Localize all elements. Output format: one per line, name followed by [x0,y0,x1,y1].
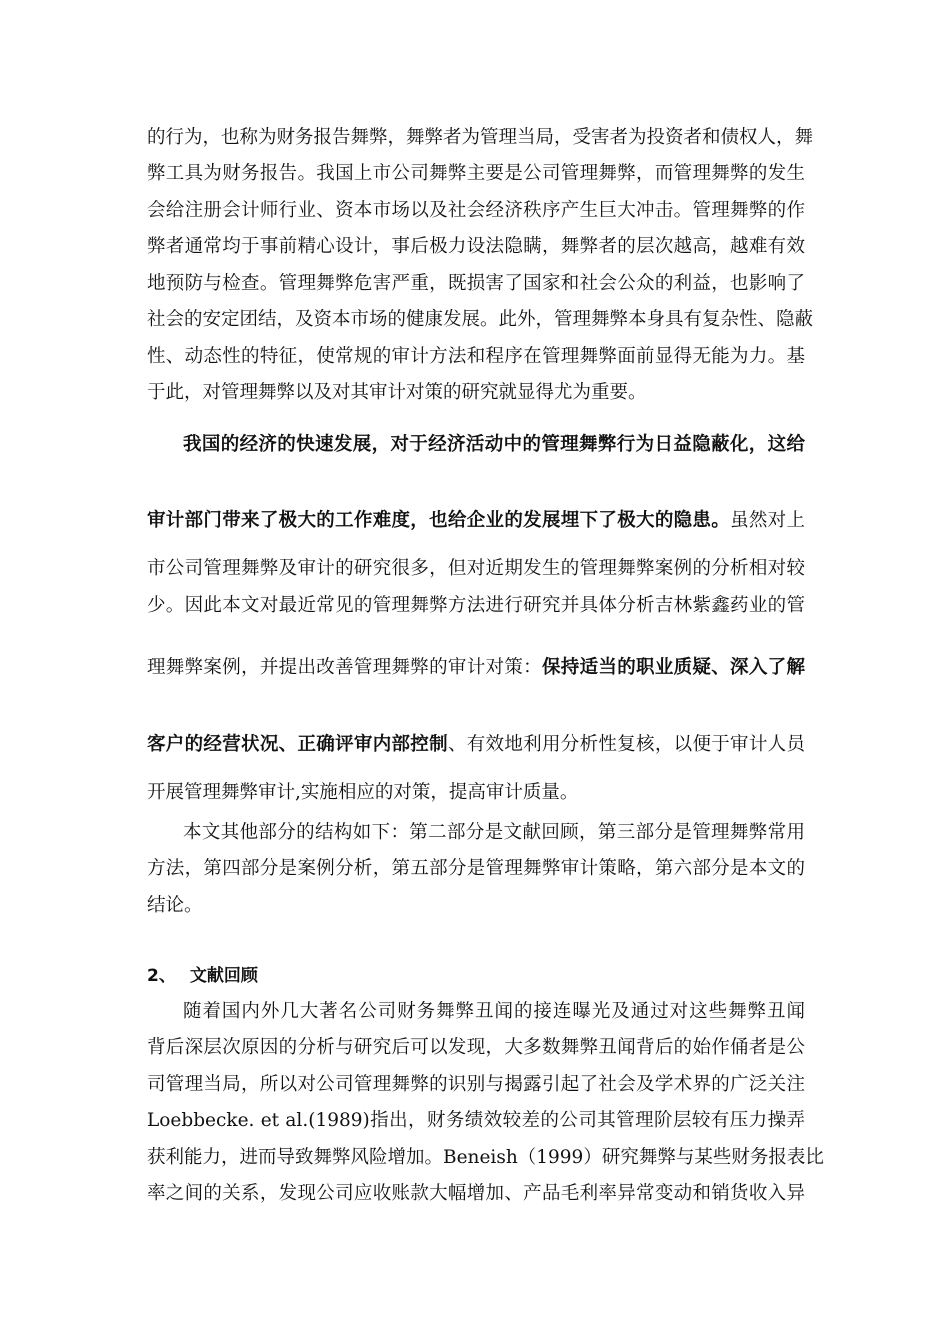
text-line [147,732,805,758]
text: 理舞弊案例，并提出改善管理舞弊的审计对策： [147,657,542,678]
text-line: 结论。 [147,895,203,916]
section-number: 2、 [147,966,176,986]
text-line: 背后深层次原因的分析与研究后可以发现，大多数舞弊丑闻背后的始作俑者是公 [147,1037,805,1058]
text-line: 司管理当局，所以对公司管理舞弊的识别与揭露引起了社会及学术界的广泛关注 [147,1074,805,1095]
section-title: 文献回顾 [189,966,258,986]
text-line: 开展管理舞弊审计,实施相应的对策，提高审计质量。 [147,782,579,803]
text-line: 随着国内外几大著名公司财务舞弊丑闻的接连曝光及通过对这些舞弊丑闻 [183,1001,805,1022]
text-line: 我国的经济的快速发展，对于经济活动中的管理舞弊行为日益隐蔽化，这给 [183,434,805,455]
text-line: 弊工具为财务报告。我国上市公司舞弊主要是公司管理舞弊，而管理舞弊的发生 [147,163,805,184]
text-line: 市公司管理舞弊及审计的研究很多，但对近期发生的管理舞弊案例的分析相对较 [147,558,805,579]
text: 、有效地利用分析性复核，以便于审计人员 [447,734,805,755]
text-line: 地预防与检查。管理舞弊危害严重，既损害了国家和社会公众的利益，也影响了 [147,273,805,294]
text-line: 少。因此本文对最近常见的管理舞弊方法进行研究并具体分析吉林紫鑫药业的管 [147,595,805,616]
text: 虽然对上 [730,510,805,531]
text-line: 的行为，也称为财务报告舞弊，舞弊者为管理当局，受害者为投资者和债权人，舞 [147,127,814,148]
text-line: 于此，对管理舞弊以及对其审计对策的研究就显得尤为重要。 [147,382,647,403]
text-line: Loebbecke. et al.(1989)指出，财务绩效较差的公司其管理阶层较有压力操弄 [147,1110,805,1131]
bold-text: 客户的经营状况、正确评审内部控制 [147,734,448,755]
text-line: 弊者通常均于事前精心设计，事后极力设法隐瞒，舞弊者的层次越高，越难有效 [147,236,805,257]
bold-text: 审计部门带来了极大的工作难度，也给企业的发展埋下了极大的隐患。 [147,510,731,531]
text-line: 本文其他部分的结构如下：第二部分是文献回顾，第三部分是管理舞弊常用 [183,822,805,843]
text-line: 方法，第四部分是案例分析，第五部分是管理舞弊审计策略，第六部分是本文的 [147,858,805,879]
text-line: 获利能力，进而导致舞弊风险增加。Beneish（1999）研究舞弊与某些财务报表比 [147,1147,824,1168]
text-line: 会给注册会计师行业、资本市场以及社会经济秩序产生巨大冲击。管理舞弊的作 [147,200,805,221]
text-line: 社会的安定团结，及资本市场的健康发展。此外，管理舞弊本身具有复杂性、隐蔽 [147,309,814,330]
text-line: 性、动态性的特征，使常规的审计方法和程序在管理舞弊面前显得无能为力。基 [147,346,805,367]
section-heading [147,963,258,989]
bold-text: 保持适当的职业质疑、深入了解 [541,657,805,678]
text-line [147,655,805,681]
text-line [147,508,805,534]
text-line: 率之间的关系，发现公司应收账款大幅增加、产品毛利率异常变动和销货收入异 [147,1183,805,1204]
